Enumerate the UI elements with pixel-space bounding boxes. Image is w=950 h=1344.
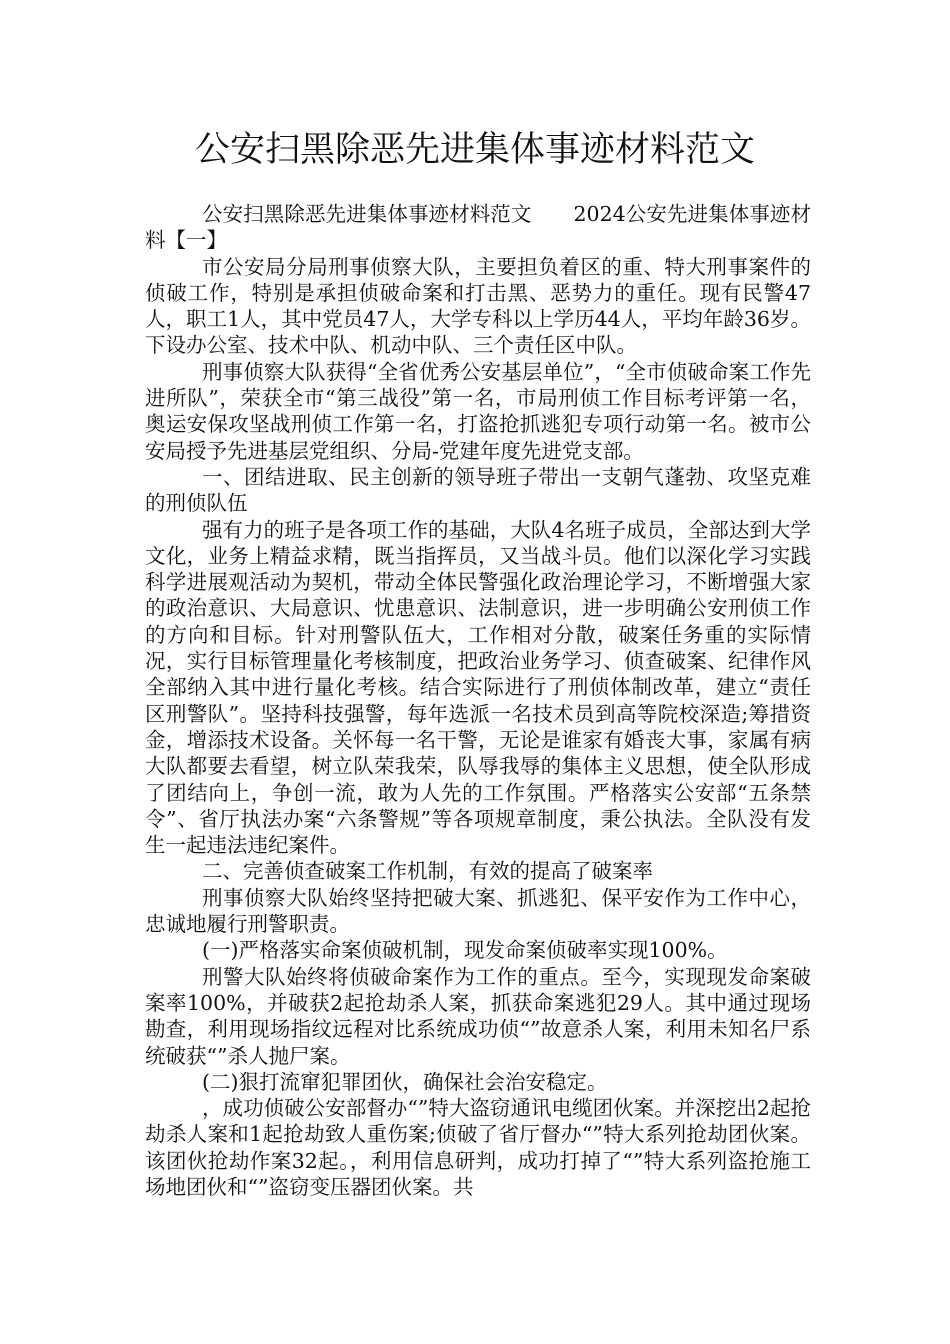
- intro-subtitle-text: 2024公安先进集体事迹材料【一】: [145, 202, 812, 253]
- paragraph-mission: 刑事侦察大队始终坚持把破大案、抓逃犯、保平安作为工作中心，忠诚地履行刑警职责。: [145, 885, 811, 937]
- intro-title-text: 公安扫黑除恶先进集体事迹材料范文: [202, 202, 532, 226]
- document-body: [145, 201, 811, 1200]
- intro-paragraph: [145, 201, 811, 254]
- paragraph-honors: 刑事侦察大队获得“全省优秀公安基层单位”，“全市侦破命案工作先进所队”，荣获全市“第三战役”第一名，市局刑侦工作目标考评第一名，奥运安保攻坚战刑侦工作第一名，打盗抢抓逃犯专项行动第一名。被市公安局授予先进基层党组织、分局-党建年度先进党支部。: [145, 359, 811, 463]
- section-heading-1: 一、团结进取、民主创新的领导班子带出一支朝气蓬勃、攻坚克难的刑侦队伍: [145, 464, 811, 516]
- paragraph-gang-cases: ，成功侦破公安部督办“”特大盗窃通讯电缆团伙案。并深挖出2起抢劫杀人案和1起抢劫致人重伤案;侦破了省厅督办“”特大系列抢劫团伙案。该团伙抢劫作案32起。，利用信息研判，成功打掉了“”特大系列盗抢施工场地团伙和“”盗窃变压器团伙案。共: [145, 1096, 811, 1199]
- subsection-heading-2: (二)狠打流窜犯罪团伙，确保社会治安稳定。: [202, 1069, 608, 1094]
- document-title: 公安扫黑除恶先进集体事迹材料范文: [194, 130, 755, 170]
- subsection-heading-1: (一)严格落实命案侦破机制，现发命案侦破率实现100%。: [202, 938, 728, 963]
- paragraph-leadership: 强有力的班子是各项工作的基础，大队4名班子成员，全部达到大学文化，业务上精益求精，既当指挥员，又当战斗员。他们以深化学习实践科学进展观活动为契机，带动全体民警强化政治理论学习，不断增强大家的政治意识、大局意识、忧患意识、法制意识，进一步明确公安刑侦工作的方向和目标。针对刑警队伍大，工作相对分散，破案任务重的实际情况，实行目标管理量化考核制度，把政治业务学习、侦查破案、纪律作风全部纳入其中进行量化考核。结合实际进行了刑侦体制改革，建立“责任区刑警队”。坚持科技强警，每年选派一名技术员到高等院校深造;筹措资金，增添技术设备。关怀每一名干警，无论是谁家有婚丧大事，家属有病大队都要去看望，树立队荣我荣，队辱我辱的集体主义思想，使全队形成了团结向上，争创一流，敢为人先的工作氛围。严格落实公安部“五条禁令”、省厅执法办案“六条警规”等各项规章制度，秉公执法。全队没有发生一起违法违纪案件。: [145, 517, 811, 858]
- section-heading-2: 二、完善侦查破案工作机制，有效的提高了破案率: [202, 859, 653, 884]
- paragraph-team-overview: 市公安局分局刑事侦察大队，主要担负着区的重、特大刑事案件的侦破工作，特别是承担侦破命案和打击黑、恶势力的重任。现有民警47人，职工1人，其中党员47人，大学专科以上学历44人，平均年龄36岁。下设办公室、技术中队、机动中队、三个责任区中队。: [145, 254, 811, 358]
- paragraph-homicide-cases: 刑警大队始终将侦破命案作为工作的重点。至今，实现现发命案破案率100%，并破获2起抢劫杀人案，抓获命案逃犯29人。其中通过现场勘查，利用现场指纹远程对比系统成功侦“”故意杀人案，利用未知名尸系统破获“”杀人抛尸案。: [145, 964, 811, 1068]
